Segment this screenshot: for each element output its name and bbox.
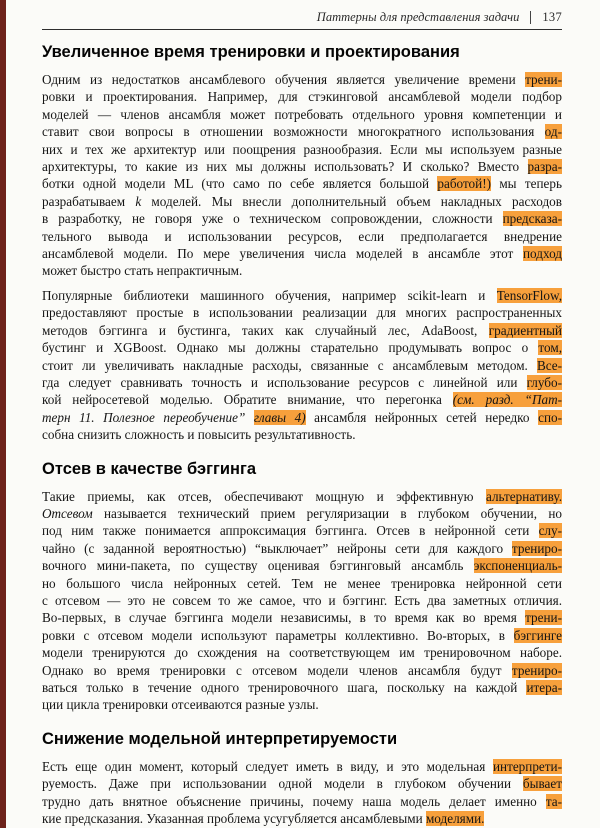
paragraph [42, 488, 562, 714]
running-header-title: Паттерны для представления задачи [316, 10, 520, 24]
text-segment: предоставляют простые в использовании реализации для многих распространенных [42, 305, 562, 321]
text-segment: собна снизить сложность и повысить результативность. [42, 427, 356, 443]
text-line [42, 557, 562, 574]
highlighted-text: трени- [525, 72, 562, 87]
highlighted-text: экспоненциаль- [473, 558, 562, 574]
highlighted-text: трениро- [511, 662, 562, 678]
text-line [42, 88, 562, 105]
text-line [42, 339, 562, 356]
text-segment: моделей. Мы внесли дополнительный объем накладных расходов [141, 193, 562, 209]
text-segment: ботки одной модели ML (что само по себе является большой [42, 176, 438, 192]
text-line [42, 540, 562, 557]
text-line [42, 662, 562, 679]
text-segment: мы теперь [490, 176, 563, 192]
text-line [42, 374, 562, 391]
page-edge-bar [0, 0, 6, 828]
text-segment: k [135, 193, 142, 209]
text-line [42, 810, 562, 827]
highlighted-text: слу- [538, 523, 562, 539]
text-segment: тельного вывода и использовании ресурсов, если предполагается внедрение [42, 228, 562, 244]
paragraph [42, 758, 562, 828]
text-segment: руемость. Даже при использовании одной модели в глубоком обучении [42, 776, 523, 792]
highlighted-text: спо- [538, 409, 562, 425]
text-line [42, 679, 562, 696]
text-segment: в разработку, не говоря уже о техническом сопровождении, сложности [42, 211, 503, 227]
text-segment: ровки с отсевом модели используют параметры коллективно. Во-вторых, в [42, 627, 514, 643]
text-segment: гда следует сравнивать точность и использование ресурсов с линейной или [42, 374, 527, 390]
highlighted-text: разра- [527, 159, 562, 175]
text-line [42, 644, 562, 661]
text-line [42, 775, 562, 792]
text-segment: терн 11. Полезное переобучение” [42, 409, 254, 425]
text-segment: Есть еще один момент, который следует иметь в виду, и это модельная [42, 758, 493, 774]
content-sections [42, 42, 562, 827]
text-segment: архитектуры, то какие из них мы должны использовать? И сколько? Вместо [42, 159, 528, 175]
text-segment: Популярные библиотеки машинного обучения, например scikit-learn и [42, 287, 497, 303]
page-number: 137 [542, 10, 562, 24]
text-line [42, 391, 562, 408]
running-header [42, 10, 562, 25]
text-line [42, 575, 562, 592]
paragraph [42, 287, 562, 444]
text-segment: ровки и проектирования. Например, для стэкинговой ансамблевой модели подбор [42, 89, 562, 105]
highlighted-text: TensorFlow, [496, 287, 562, 303]
text-line [42, 304, 562, 321]
text-line [42, 758, 562, 775]
text-segment: называется технический прием регуляризации в глубоком обучении, но [92, 505, 562, 521]
section-heading: Снижение модельной интерпретируемости [42, 729, 398, 748]
highlighted-text: том, [538, 340, 562, 356]
highlighted-text: трениро- [511, 540, 562, 556]
paragraph [42, 71, 562, 280]
text-line [42, 158, 562, 175]
text-segment: трудно дать внятное объяснение причины, почему наша модель делает именно [42, 793, 546, 809]
text-segment: ваться только в течение одного тренировочного шага, поскольку на каждой [42, 680, 527, 695]
highlighted-text: глубо- [526, 374, 562, 390]
highlighted-text: Все- [536, 357, 562, 373]
text-line [42, 488, 562, 505]
text-segment: ансамблевой модели. По мере увеличения числа моделей в ансамбле этот [42, 246, 523, 262]
text-line [42, 322, 562, 339]
text-segment: кие предсказания. Указанная проблема усугубляется ансамблевыми [42, 811, 426, 827]
header-rule [42, 29, 562, 30]
section-heading: Отсев в качестве бэггинга [42, 459, 257, 478]
text-segment: Отсевом [42, 505, 93, 521]
text-line [42, 245, 562, 262]
text-segment: бустинг и XGBoost. Однако мы должны старательно продумывать вопрос о [42, 340, 539, 356]
text-line [42, 696, 562, 713]
highlighted-text: подход [523, 246, 562, 262]
highlighted-text: бывает [522, 776, 562, 792]
text-segment: под ним также понимается аппроксимация бэггинга. Отсев в нейронной сети [42, 523, 539, 539]
text-line [42, 175, 562, 192]
text-segment: с отсевом — это не совсем то же самое, что и бэггинг. Есть два заметных отличия. [42, 592, 562, 608]
text-line [42, 592, 562, 609]
highlighted-text: од- [544, 124, 562, 140]
text-segment: Во-первых, в случае бэггинга модели независимы, в то время как во время [42, 610, 526, 626]
text-line [42, 193, 562, 210]
text-line [42, 228, 562, 245]
highlighted-text: (см. разд. “Пат- [452, 392, 562, 408]
text-segment: чайно (с заданной вероятностью) “выключает” нейроны сети для каждого [42, 540, 512, 556]
text-segment: Одним из недостатков ансамблевого обучения является увеличение времени [42, 72, 526, 87]
text-segment: стоит ли увеличивать накладные расходы, связанные с ансамблевым методом. [42, 357, 537, 373]
text-segment: может быстро стать непрактичным. [42, 263, 243, 279]
text-segment: кой нейросетевой моделью. Обратите внимание, что перегонка [42, 392, 453, 408]
text-segment: них и тех же архитектур или поощрения разнообразия. Если мы используем разные [42, 141, 562, 157]
highlighted-text: та- [545, 793, 562, 809]
text-line [42, 287, 562, 304]
text-segment: ции цикла тренировки отсеиваются разные узлы. [42, 697, 319, 713]
text-line [42, 426, 562, 443]
text-line [42, 71, 562, 88]
text-line [42, 123, 562, 140]
text-line [42, 409, 562, 426]
section-heading: Увеличенное время тренировки и проектирования [42, 43, 460, 61]
text-line [42, 793, 562, 810]
highlighted-text: градиентный [488, 322, 562, 338]
highlighted-text: итера- [526, 680, 562, 695]
text-segment: ставит свои вопросы в отношении возможности многократного использования [42, 124, 545, 140]
text-line [42, 522, 562, 539]
text-segment: моделей — членов ансамбля может потребовать отдельного уровня компетенции и [42, 106, 562, 122]
highlighted-text: моделями. [425, 811, 485, 827]
text-line [42, 210, 562, 227]
text-segment: ансамбля нейронных сетей нередко [305, 409, 539, 425]
text-segment: разрабатываем [42, 193, 136, 209]
text-segment: но большого числа нейронных сетей. Тем не менее тренировка нейронной сети [42, 575, 562, 591]
text-line [42, 357, 562, 374]
text-segment: Такие приемы, как отсев, обеспечивают мощную и эффективную [42, 488, 486, 504]
highlighted-text: интерпрети- [492, 758, 562, 774]
text-line [42, 141, 562, 158]
text-segment: Однако во время тренировки с отсевом модели членов ансамбля будут [42, 662, 512, 678]
highlighted-text: предсказа- [502, 211, 562, 227]
text-line [42, 505, 562, 522]
text-segment: методов бэггинга и бустинга, таких как случайный лес, AdaBoost, [42, 322, 489, 338]
highlighted-text: трени- [525, 610, 562, 626]
highlighted-text: альтернативу. [485, 488, 562, 504]
text-segment: модели тренируются до схождения на соответствующем им тренировочном наборе. [42, 645, 562, 661]
header-divider [530, 11, 531, 24]
highlighted-text: бэггинге [513, 627, 562, 643]
text-line [42, 262, 562, 279]
text-line [42, 609, 562, 626]
highlighted-text: главы 4) [253, 409, 306, 425]
text-segment: вочного мини-пакета, по существу оценивая бэггинговый ансамбль [42, 558, 474, 574]
text-line [42, 106, 562, 123]
highlighted-text: работой!) [437, 176, 491, 192]
text-line [42, 627, 562, 644]
